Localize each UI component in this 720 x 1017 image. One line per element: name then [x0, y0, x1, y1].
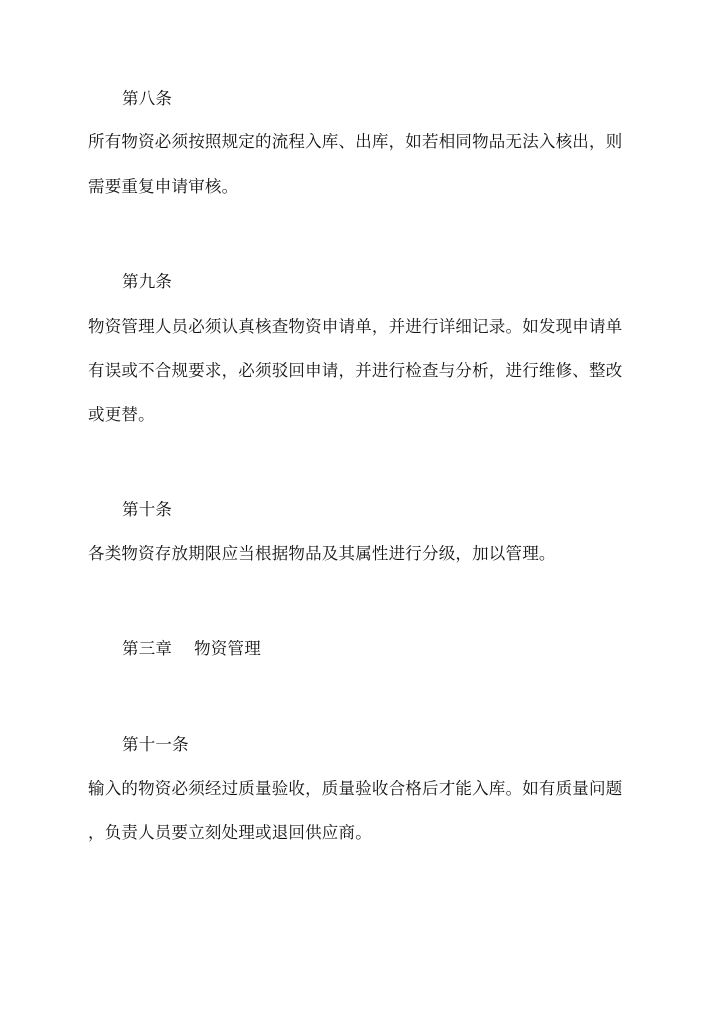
article-8-line-1: 所有物资必须按照规定的流程入库、出库，如若相同物品无法入核出，则: [88, 132, 623, 151]
article-11-line-1: 输入的物资必须经过质量验收，质量验收合格后才能入库。如有质量问题: [88, 779, 623, 798]
article-9-line-1: 物资管理人员必须认真核查物资申请单，并进行详细记录。如发现申请单: [88, 317, 623, 336]
article-10-line-1: 各类物资存放期限应当根据物品及其属性进行分级，加以管理。: [88, 544, 556, 563]
article-11-line-2: ，负责人员要立刻处理或退回供应商。: [88, 823, 372, 842]
article-10-heading: 第十条: [122, 500, 173, 519]
article-11-heading: 第十一条: [122, 735, 189, 754]
article-9-line-3: 或更替。: [88, 405, 155, 424]
chapter-heading: [122, 638, 261, 660]
chapter-number: 第三章: [122, 639, 173, 658]
chapter-title: 物资管理: [194, 639, 261, 658]
article-8-heading: 第八条: [122, 89, 173, 108]
article-8-line-2: 需要重复申请审核。: [88, 177, 239, 196]
article-9-line-2: 有误或不合规要求，必须驳回申请，并进行检查与分析，进行维修、整改: [88, 361, 623, 380]
article-9-heading: 第九条: [122, 272, 173, 291]
